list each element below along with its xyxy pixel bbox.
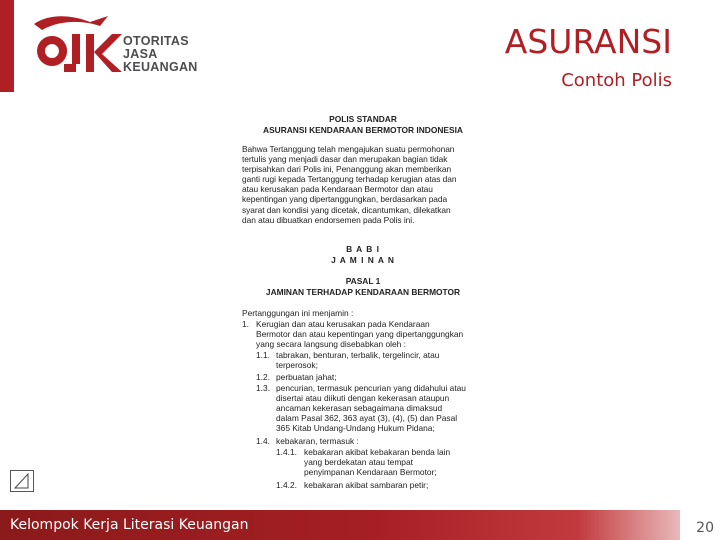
triangle-left-icon	[11, 471, 33, 491]
doc-line: Bermotor dan atau kepentingan yang dipertanggungkan	[256, 329, 464, 340]
doc-line: terperosok;	[276, 360, 318, 371]
doc-heading-2: ASURANSI KENDARAAN BERMOTOR INDONESIA	[263, 125, 463, 135]
left-accent-bar	[0, 0, 14, 92]
doc-sub-item	[276, 372, 484, 382]
doc-line: ancaman kekerasan sebagaimana dimaksud	[276, 403, 443, 414]
doc-subsub-number: 1.4.2.	[276, 480, 297, 490]
logo-line: KEUANGAN	[123, 60, 198, 74]
doc-sub-number: 1.3.	[256, 383, 270, 393]
doc-line: penyimpanan Kendaraan Bermotor;	[304, 467, 437, 478]
doc-subsub-number: 1.4.1.	[276, 447, 297, 457]
doc-cover-intro: Pertanggungan ini menjamin :	[242, 308, 354, 318]
doc-subsub-item	[304, 447, 484, 477]
doc-line: tertulis yang menjadi dasar dan merupakan bagian tidak	[242, 154, 448, 165]
ojk-logo	[30, 12, 205, 82]
doc-sub-number: 1.4.	[256, 436, 270, 446]
policy-document-image	[232, 100, 488, 496]
logo-line: JASA	[123, 47, 158, 61]
doc-line: disertai atau diikuti dengan kekerasan ataupun	[276, 393, 450, 404]
doc-sub-item	[276, 350, 484, 370]
doc-line: Bahwa Tertanggung telah mengajukan suatu permohonan	[242, 144, 455, 154]
doc-pasal-title: JAMINAN TERHADAP KENDARAAN BERMOTOR	[265, 287, 461, 297]
doc-sub-number: 1.2.	[256, 372, 270, 382]
doc-line: terpisahkan dari Polis ini, Penanggung akan memberikan	[242, 164, 452, 175]
doc-sub-item	[276, 436, 484, 446]
slide-title: ASURANSI	[504, 22, 672, 61]
doc-bab: B A B I	[346, 244, 380, 254]
footer-text: Kelompok Kerja Literasi Keuangan	[10, 517, 249, 533]
page-number: 20	[696, 520, 714, 536]
doc-sub-number: 1.1.	[256, 350, 270, 360]
logo-wordmark	[123, 35, 198, 74]
footer-bar	[0, 510, 680, 540]
doc-subsub-item	[304, 480, 484, 490]
doc-line: perbuatan jahat;	[276, 372, 337, 382]
doc-line: yang berdekatan atau tempat	[304, 457, 413, 468]
slide-subtitle: Contoh Polis	[561, 70, 672, 91]
doc-line: kepentingan yang dipertanggungkan, berdasarkan pada	[242, 194, 448, 205]
doc-line: syarat dan kondisi yang dicetak, dicantumkan, dilekatkan	[242, 204, 451, 215]
doc-line: tabrakan, benturan, terbalik, tergelincir, atau	[276, 350, 440, 360]
doc-line: yang secara langsung disebabkan oleh :	[256, 339, 406, 350]
doc-heading-1: POLIS STANDAR	[329, 114, 397, 124]
doc-item-1	[256, 319, 484, 349]
doc-line: dan atau dibuatkan endorsemen pada Polis ini.	[242, 214, 415, 225]
doc-pasal: PASAL 1	[345, 276, 381, 286]
doc-line: ganti rugi kepada Tertanggung terhadap kerugian atas dan	[242, 174, 457, 185]
doc-line: 365 Kitab Undang-Undang Hukum Pidana;	[276, 423, 435, 434]
doc-sub-item	[276, 383, 484, 433]
doc-line: atau kerusakan pada Kendaraan Bermotor dan atau	[242, 184, 433, 195]
doc-intro	[242, 144, 484, 225]
doc-line: dalam Pasal 362, 363 ayat (3), (4), (5) dan Pasal	[276, 413, 458, 424]
doc-line: pencurian, termasuk pencurian yang didahului atau	[276, 383, 466, 393]
doc-line: kebakaran, termasuk :	[276, 436, 359, 446]
logo-line: OTORITAS	[123, 34, 189, 48]
ojk-logo-mark	[30, 12, 125, 82]
doc-bab-title: J A M I N A N	[331, 255, 395, 265]
doc-item-number: 1.	[242, 319, 249, 329]
slide-nav-button[interactable]	[10, 470, 34, 492]
doc-line: kebakaran akibat kebakaran benda lain	[304, 447, 451, 457]
doc-line: kebakaran akibat sambaran petir;	[304, 480, 429, 490]
doc-line: Kerugian dan atau kerusakan pada Kendaraan	[256, 319, 430, 329]
